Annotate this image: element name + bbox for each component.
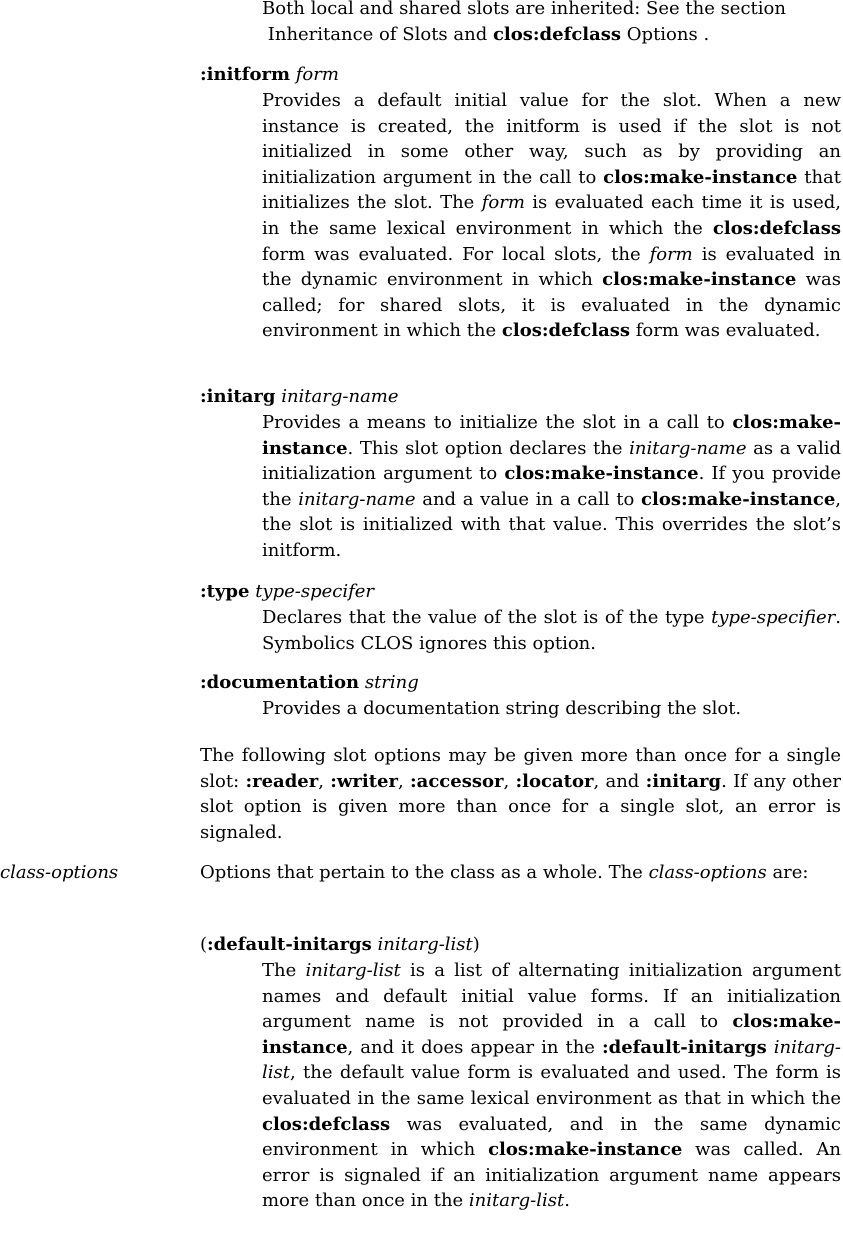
initarg-list: initarg-list	[468, 1190, 565, 1212]
initarg-description	[262, 410, 841, 564]
default-initargs-text: .	[564, 1190, 570, 1212]
initarg-text: and a value in a call to	[415, 488, 642, 510]
default-initargs-make-instance: clos:make-instance	[262, 1011, 841, 1058]
type-heading	[200, 579, 841, 605]
default-initargs-text: was called. An error is signaled if an initialization argument name appears more than once in the	[262, 1139, 842, 1212]
type-text: Declares that the value of the slot is of the type	[262, 607, 712, 628]
type-key: :type	[200, 581, 250, 602]
documentation-text: Provides a documentation string describing the slot.	[262, 698, 742, 719]
default-initargs-space	[767, 1037, 774, 1058]
initarg-text: as a valid initialization argument to	[262, 437, 841, 485]
class-options-term: class-options	[0, 862, 119, 883]
inheritance-link[interactable]: Inheritance of Slots and	[267, 23, 493, 45]
default-initargs-text: , and it does appear in the	[347, 1036, 602, 1058]
initform-text: that initializes the slot. The	[262, 166, 842, 214]
default-initargs-defclass: clos:defclass	[262, 1113, 391, 1135]
paren-open: (	[200, 934, 208, 955]
initform-text: is evaluated each time it is used, in the same lexical environment in which the	[262, 192, 841, 239]
type-description	[262, 605, 841, 656]
reader-option: :reader	[245, 770, 319, 792]
inheritance-note	[262, 0, 841, 47]
class-options-description	[200, 860, 841, 886]
multi-sep: ,	[397, 770, 411, 792]
documentation-key: :documentation	[200, 672, 360, 693]
initarg-arg: initarg-name	[281, 386, 399, 407]
multi-text: . If any other slot option is given more than once for a single slot, an error is signaled.	[200, 770, 841, 843]
documentation-description	[262, 696, 841, 722]
initarg-name: initarg-name	[629, 437, 747, 459]
default-initargs-make-instance: clos:make-instance	[488, 1139, 683, 1161]
locator-option: :locator	[515, 770, 594, 792]
initform-make-instance: clos:make-instance	[602, 269, 797, 291]
initarg-text: . This slot option declares the	[347, 437, 630, 459]
inheritance-line-1: Both local and shared slots are inherited: See the section	[262, 0, 786, 19]
default-initargs-keyword: :default-initargs	[601, 1036, 767, 1058]
initform-defclass: clos:defclass	[712, 217, 841, 239]
initarg-heading	[200, 384, 841, 410]
initform-text: form was evaluated. For local slots, the	[262, 243, 650, 265]
initform-key: :initform	[200, 64, 290, 85]
default-initargs-text: is a list of alternating initialization argument names and default initial value forms. If an initialization argument name is not provided in a call to	[262, 960, 841, 1033]
default-initargs-arg: initarg-list	[377, 934, 473, 955]
initform-make-instance: clos:make-instance	[603, 166, 798, 188]
initform-defclass: clos:defclass	[501, 320, 630, 342]
initarg-make-instance: clos:make-instance	[641, 488, 836, 510]
documentation-heading	[200, 670, 841, 696]
inheritance-options: Options .	[621, 23, 710, 45]
multi-sep: ,	[318, 770, 331, 792]
multi-sep: ,	[503, 770, 516, 792]
initform-arg: form	[295, 64, 339, 85]
type-specifier: type-specifier	[711, 607, 836, 628]
writer-option: :writer	[330, 770, 398, 792]
multi-sep: , and	[593, 770, 646, 792]
documentation-arg: string	[364, 672, 419, 693]
initform-form: form	[481, 192, 525, 214]
initform-text: was called; for shared slots, it is evaluated in the dynamic environment in which the	[262, 269, 841, 342]
paren-close: )	[472, 934, 480, 955]
inheritance-defclass: clos:defclass	[492, 23, 622, 45]
class-options-text: are:	[766, 862, 809, 883]
default-initargs-text: , the default value form is evaluated and used. The form is evaluated in the same lexical environment as that in which the	[262, 1062, 841, 1109]
default-initargs-description	[262, 958, 841, 1214]
default-initargs-heading	[200, 932, 841, 958]
initform-text: is evaluated in the dynamic environment in which	[262, 243, 841, 291]
default-initargs-text: was evaluated, and in the same dynamic environment in which	[262, 1113, 841, 1161]
type-text: . Symbolics CLOS ignores this option.	[262, 607, 841, 654]
initform-text: Provides a default initial value for the slot. When a new instance is created, the initform is used if the slot is not initialized in some other way, such as by providing an initialization argument in the call to	[262, 90, 841, 188]
class-options-text: Options that pertain to the class as a whole. The	[200, 862, 649, 883]
initarg-make-instance: clos:make-instance	[504, 463, 699, 485]
type-arg: type-specifer	[255, 581, 375, 602]
initarg-list: initarg-list	[305, 960, 401, 981]
initarg-text: , the slot is initialized with that value. This overrides the slot’s initform.	[262, 488, 842, 561]
initform-text: form was evaluated.	[630, 320, 821, 342]
initarg-name: initarg-name	[298, 488, 416, 510]
initarg-list: initarg-list	[262, 1036, 842, 1084]
initform-form: form	[649, 243, 693, 265]
initarg-text: . If you provide the	[262, 463, 841, 510]
initform-heading	[200, 62, 841, 88]
default-initargs-key: :default-initargs	[207, 934, 372, 955]
initarg-text: Provides a means to initialize the slot in a call to	[262, 412, 733, 433]
accessor-option: :accessor	[410, 770, 504, 792]
class-options-italic: class-options	[648, 862, 767, 883]
initarg-make-instance: clos:make-instance	[262, 412, 841, 459]
inheritance-line-2	[262, 22, 841, 48]
initarg-option: :initarg	[645, 770, 722, 792]
multiple-options-paragraph	[200, 743, 841, 845]
multi-text: The following slot options may be given more than once for a single slot:	[200, 745, 841, 792]
initform-description	[262, 88, 841, 344]
initarg-key: :initarg	[200, 386, 276, 407]
default-initargs-text: The	[262, 960, 306, 981]
